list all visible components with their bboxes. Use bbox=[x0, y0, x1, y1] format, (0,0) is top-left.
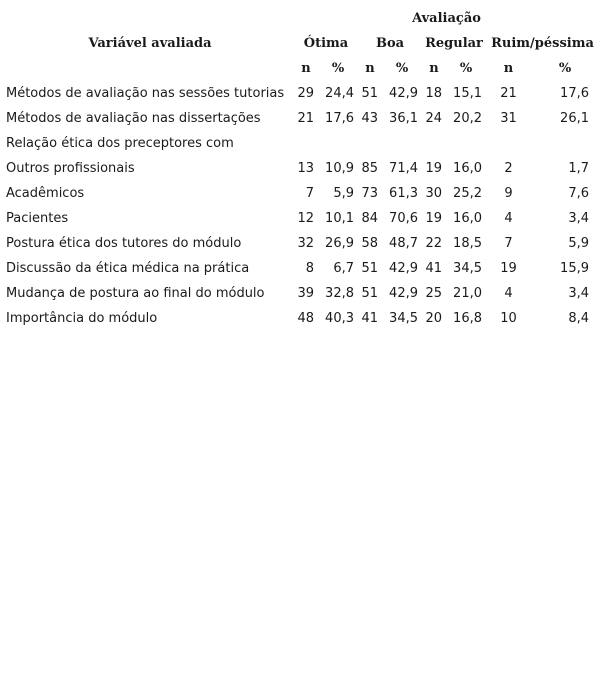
table-row bbox=[6, 206, 599, 231]
cell-n-regular: 24 bbox=[425, 111, 442, 126]
row-label: Acadêmicos bbox=[6, 186, 85, 201]
cell-n-ruim: 19 bbox=[500, 261, 517, 276]
cell-pct-ruim: 26,1 bbox=[560, 111, 589, 126]
cell-pct-regular: 15,1 bbox=[453, 86, 482, 101]
cell-pct-ruim bbox=[531, 131, 599, 156]
cell-pct-otima: 26,9 bbox=[325, 236, 354, 251]
cell-pct-boa: 34,5 bbox=[389, 311, 418, 326]
cell-n-ruim: 2 bbox=[504, 161, 513, 176]
table-row bbox=[6, 231, 599, 256]
cell-pct-ruim: 8,4 bbox=[568, 311, 589, 326]
cell-n-otima: 13 bbox=[297, 161, 314, 176]
cell-n-otima: 21 bbox=[297, 111, 314, 126]
table-row bbox=[6, 281, 599, 306]
cell-pct-boa bbox=[382, 131, 422, 156]
cell-pct-otima: 24,4 bbox=[325, 86, 354, 101]
cell-pct-regular: 21,0 bbox=[453, 286, 482, 301]
cell-pct-regular: 16,0 bbox=[453, 161, 482, 176]
cell-pct-ruim: 7,6 bbox=[568, 186, 589, 201]
evaluation-table bbox=[6, 6, 599, 331]
cell-pct-ruim: 5,9 bbox=[568, 236, 589, 251]
sub-n-ruim: n bbox=[503, 61, 514, 76]
cell-n-otima: 48 bbox=[297, 311, 314, 326]
cell-pct-otima: 17,6 bbox=[325, 111, 354, 126]
category-regular: Regular bbox=[425, 36, 483, 51]
cell-n-ruim bbox=[486, 131, 531, 156]
table-row bbox=[6, 81, 599, 106]
cell-pct-regular: 16,0 bbox=[453, 211, 482, 226]
cell-pct-otima: 6,7 bbox=[333, 261, 354, 276]
category-otima: Ótima bbox=[303, 36, 349, 51]
row-label: Métodos de avaliação nas dissertações bbox=[6, 111, 261, 126]
row-label: Relação ética dos preceptores com bbox=[6, 136, 234, 151]
sub-pct-otima: % bbox=[331, 61, 345, 76]
cell-pct-otima: 5,9 bbox=[333, 186, 354, 201]
cell-n-otima: 32 bbox=[297, 236, 314, 251]
row-label: Importância do módulo bbox=[6, 311, 158, 326]
cell-n-ruim: 9 bbox=[504, 186, 513, 201]
cell-n-otima bbox=[294, 131, 318, 156]
row-label: Outros profissionais bbox=[6, 161, 135, 176]
cell-n-boa: 51 bbox=[361, 261, 378, 276]
cell-n-regular: 20 bbox=[425, 311, 442, 326]
sub-pct-ruim: % bbox=[558, 61, 572, 76]
sub-pct-boa: % bbox=[395, 61, 409, 76]
header-row-group bbox=[6, 6, 599, 31]
cell-n-boa: 43 bbox=[361, 111, 378, 126]
cell-n-ruim: 31 bbox=[500, 111, 517, 126]
row-label: Pacientes bbox=[6, 211, 69, 226]
cell-n-boa: 85 bbox=[361, 161, 378, 176]
cell-n-ruim: 7 bbox=[504, 236, 513, 251]
cell-pct-boa: 42,9 bbox=[389, 261, 418, 276]
cell-n-ruim: 21 bbox=[500, 86, 517, 101]
cell-pct-regular: 34,5 bbox=[453, 261, 482, 276]
category-boa: Boa bbox=[375, 36, 405, 51]
cell-pct-otima: 40,3 bbox=[325, 311, 354, 326]
header-row-categories bbox=[6, 31, 599, 56]
table-header bbox=[6, 6, 599, 81]
cell-n-otima: 39 bbox=[297, 286, 314, 301]
cell-pct-boa: 70,6 bbox=[389, 211, 418, 226]
cell-n-otima: 7 bbox=[305, 186, 314, 201]
cell-pct-ruim: 3,4 bbox=[568, 286, 589, 301]
cell-pct-regular: 25,2 bbox=[453, 186, 482, 201]
cell-n-regular bbox=[422, 131, 446, 156]
row-label: Métodos de avaliação nas sessões tutorias bbox=[6, 86, 285, 101]
cell-pct-otima: 32,8 bbox=[325, 286, 354, 301]
cell-n-otima: 8 bbox=[305, 261, 314, 276]
cell-pct-otima bbox=[318, 131, 358, 156]
cell-n-boa: 41 bbox=[361, 311, 378, 326]
cell-n-ruim: 4 bbox=[504, 286, 513, 301]
cell-n-regular: 41 bbox=[425, 261, 442, 276]
header-empty-cell bbox=[6, 56, 294, 81]
header-empty-cell bbox=[6, 6, 294, 31]
cell-n-regular: 19 bbox=[425, 211, 442, 226]
variable-title: Variável avaliada bbox=[88, 36, 212, 51]
cell-pct-ruim: 15,9 bbox=[560, 261, 589, 276]
cell-pct-regular: 18,5 bbox=[453, 236, 482, 251]
cell-n-ruim: 10 bbox=[500, 311, 517, 326]
cell-n-boa: 51 bbox=[361, 86, 378, 101]
cell-n-boa: 51 bbox=[361, 286, 378, 301]
table-row bbox=[6, 106, 599, 131]
cell-n-regular: 25 bbox=[425, 286, 442, 301]
cell-n-regular: 18 bbox=[425, 86, 442, 101]
sub-pct-regular: % bbox=[459, 61, 473, 76]
table-row bbox=[6, 306, 599, 331]
cell-n-boa bbox=[358, 131, 382, 156]
cell-pct-regular bbox=[446, 131, 486, 156]
sub-n-regular: n bbox=[429, 61, 439, 76]
cell-n-regular: 30 bbox=[425, 186, 442, 201]
cell-n-otima: 12 bbox=[297, 211, 314, 226]
sub-n-otima: n bbox=[301, 61, 311, 76]
cell-n-ruim: 4 bbox=[504, 211, 513, 226]
table-body bbox=[6, 81, 599, 331]
row-label: Postura ética dos tutores do módulo bbox=[6, 236, 242, 251]
sub-n-boa: n bbox=[365, 61, 375, 76]
table-row bbox=[6, 131, 599, 156]
cell-pct-boa: 48,7 bbox=[389, 236, 418, 251]
cell-pct-ruim: 3,4 bbox=[568, 211, 589, 226]
group-title: Avaliação bbox=[412, 11, 481, 26]
cell-pct-ruim: 1,7 bbox=[568, 161, 589, 176]
table-row bbox=[6, 156, 599, 181]
row-label: Mudança de postura ao final do módulo bbox=[6, 286, 265, 301]
cell-n-regular: 19 bbox=[425, 161, 442, 176]
cell-pct-otima: 10,9 bbox=[325, 161, 354, 176]
cell-n-boa: 84 bbox=[361, 211, 378, 226]
cell-pct-boa: 36,1 bbox=[389, 111, 418, 126]
cell-pct-ruim: 17,6 bbox=[560, 86, 589, 101]
table-row bbox=[6, 256, 599, 281]
cell-n-otima: 29 bbox=[297, 86, 314, 101]
cell-pct-regular: 16,8 bbox=[453, 311, 482, 326]
cell-pct-boa: 61,3 bbox=[389, 186, 418, 201]
cell-n-regular: 22 bbox=[425, 236, 442, 251]
cell-pct-otima: 10,1 bbox=[325, 211, 354, 226]
cell-pct-boa: 42,9 bbox=[389, 86, 418, 101]
row-label: Discussão da ética médica na prática bbox=[6, 261, 250, 276]
cell-n-boa: 58 bbox=[361, 236, 378, 251]
category-ruim-pessima: Ruim/péssima bbox=[491, 36, 594, 51]
evaluation-table-container bbox=[6, 6, 599, 331]
table-row bbox=[6, 181, 599, 206]
cell-n-boa: 73 bbox=[361, 186, 378, 201]
cell-pct-boa: 71,4 bbox=[389, 161, 418, 176]
cell-pct-regular: 20,2 bbox=[453, 111, 482, 126]
cell-pct-boa: 42,9 bbox=[389, 286, 418, 301]
header-row-sub bbox=[6, 56, 599, 81]
